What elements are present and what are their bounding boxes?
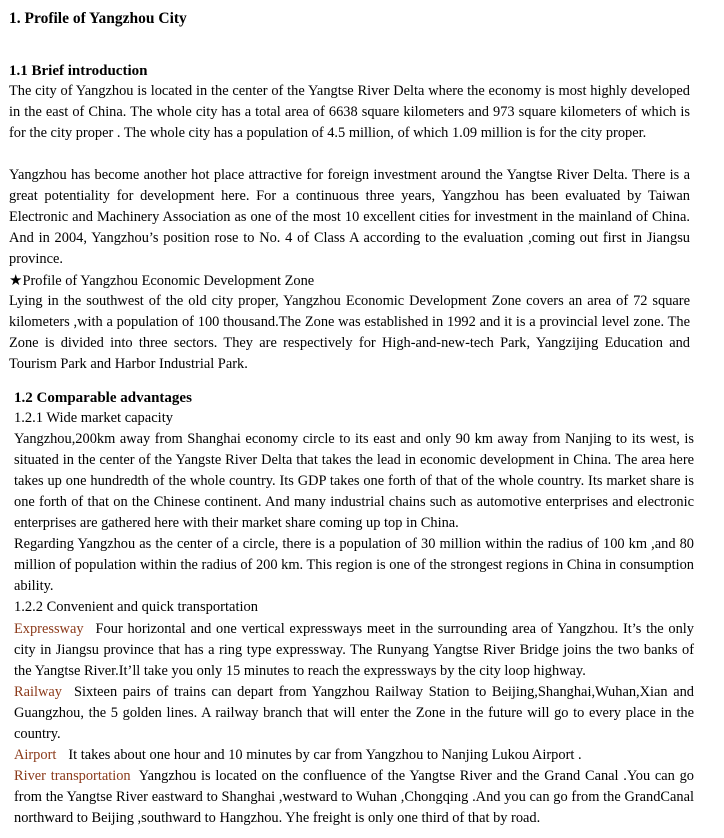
intro-paragraph-2: Yangzhou has become another hot place attractive for foreign investment around the Yangtse River Delta. There is a great potentiality for development here. For a continuous three years, Yangzhou has been evaluated by Taiwan Electronic and Machinery Association as one of the most 10 excellent cities for investment in the mainland of China. And in 2004, Yangzhou’s position rose to No. 4 of Class A according to the evaluation ,coming out first in Jiangsu province. [9, 167, 690, 267]
zone-profile-heading [9, 270, 690, 292]
expressway-paragraph [14, 619, 694, 682]
airport-label: Airport [14, 747, 57, 763]
expressway-label: Expressway [14, 621, 84, 637]
market-capacity-paragraph-2: Regarding Yangzhou as the center of a circle, there is a population of 30 million within the radius of 100 km ,and 80 million of population within the radius of 200 km. This region is one of the strongest regions in China in consumption ability. [14, 536, 694, 594]
airport-text: It takes about one hour and 10 minutes by car from Yangzhou to Nanjing Lukou Airport . [68, 747, 582, 763]
zone-profile-heading-text: Profile of Yangzhou Economic Development Zone [22, 273, 315, 289]
subsection-heading-market-capacity: 1.2.1 Wide market capacity [14, 410, 173, 426]
page-title: 1. Profile of Yangzhou City [9, 10, 187, 27]
zone-profile-paragraph: Lying in the southwest of the old city proper, Yangzhou Economic Development Zone covers an area of 72 square kilometers ,with a population of 100 thousand.The Zone was established in 1992 and it is a provincial level zone. The Zone is divided into three sectors. They are respectively for High-and-new-tech Park, Yangzijing Education and Tourism Park and Harbor Industrial Park. [9, 293, 690, 372]
section-heading-comparable-advantages: 1.2 Comparable advantages [14, 390, 192, 406]
river-transportation-paragraph [14, 766, 694, 829]
market-capacity-paragraph-1: Yangzhou,200km away from Shanghai economy circle to its east and only 90 km away from Nanjing to its west, is situated in the center of the Yangste River Delta that takes the lead in economic development in China. The area here takes up one hundredth of the whole country. Its GDP takes one forth of that of the whole country. Its market share is one forth of that on the Chinese continent. And many industrial chains such as automotive enterprises and electronic enterprises are gathered here with their market share coming up top in China. [14, 431, 694, 531]
section-heading-brief-introduction: 1.1 Brief introduction [9, 63, 148, 79]
river-transportation-label: River transportation [14, 768, 131, 784]
railway-paragraph [14, 682, 694, 745]
railway-label: Railway [14, 684, 62, 700]
expressway-text: Four horizontal and one vertical expressways meet in the surrounding area of Yangzhou. It’s the only city in Jiangsu province that has a ring type expressway. The Runyang Yangtse River Bridge joins the two banks of the Yangtse River.It’ll take you only 15 minutes to reach the expressways by the city loop highway. [14, 621, 694, 679]
subsection-heading-transportation: 1.2.2 Convenient and quick transportation [14, 599, 259, 615]
star-icon: ★ [9, 271, 23, 289]
railway-text: Sixteen pairs of trains can depart from Yangzhou Railway Station to Beijing,Shanghai,Wuhan,Xian and Guangzhou, the 5 golden lines. A railway branch that will enter the Zone in the future will go to every place in the country. [14, 684, 694, 742]
intro-paragraph-1: The city of Yangzhou is located in the center of the Yangtse River Delta where the economy is most highly developed in the east of China. The whole city has a total area of 6638 square kilometers and 973 square kilometers of which is for the city proper . The whole city has a population of 4.5 million, of which 1.09 million is for the city proper. [9, 83, 690, 141]
river-transportation-text: Yangzhou is located on the confluence of the Yangtse River and the Grand Canal .You can go from the Yangtse River eastward to Shanghai ,westward to Wuhan ,Chongqing .And you can go from the GrandCanal northward to Beijing ,southward to Hangzhou. Yhe freight is only one third of that by road. [14, 768, 694, 826]
airport-paragraph [14, 745, 694, 766]
